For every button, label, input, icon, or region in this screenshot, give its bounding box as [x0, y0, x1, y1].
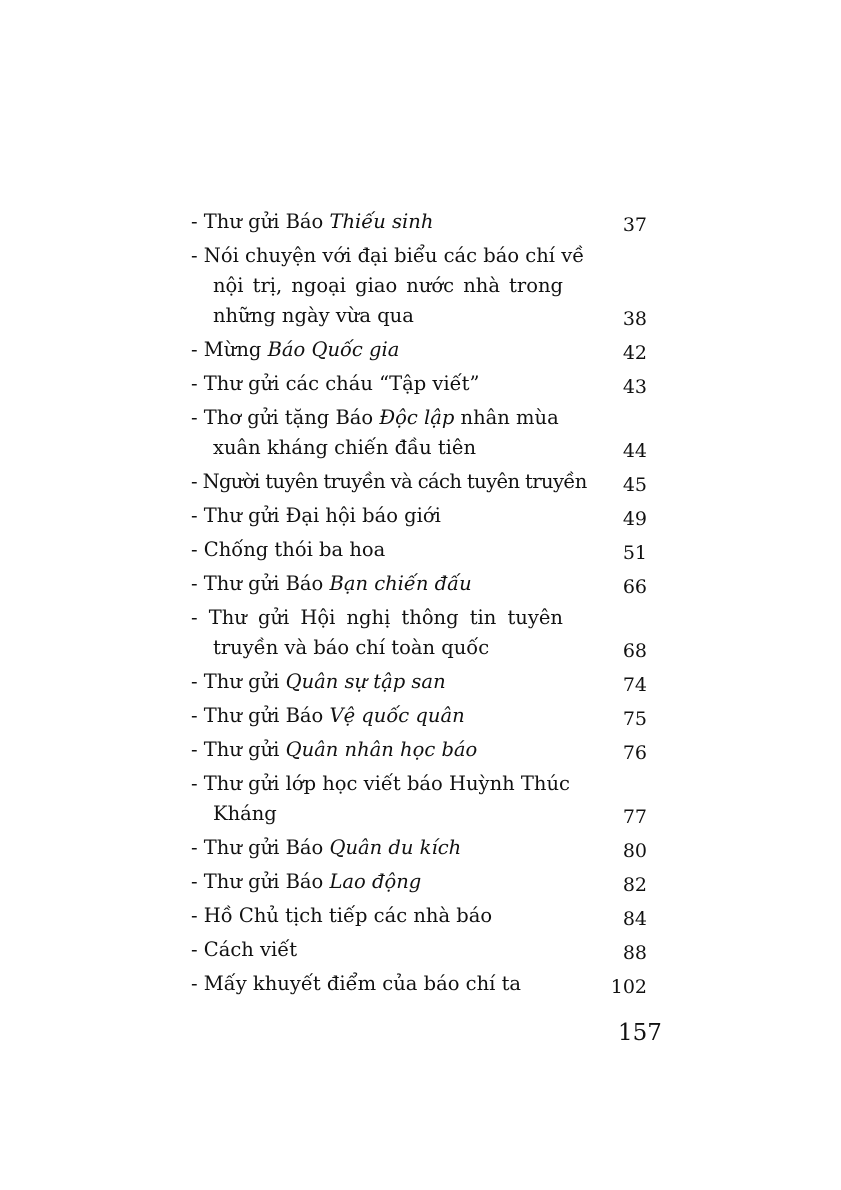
- toc-entry-title: - Thư gửi Quân sự tập san: [191, 670, 446, 693]
- toc-entry-title: - Thư gửi lớp học viết báo Huỳnh Thúc: [191, 772, 570, 795]
- toc-page-number: 77: [622, 806, 647, 828]
- toc-page-number: 49: [622, 508, 647, 530]
- toc-entry-title: - Cách viết: [191, 938, 298, 961]
- toc-entry-title: - Thư gửi Quân nhân học báo: [191, 738, 478, 761]
- toc-entry: [191, 701, 651, 731]
- page-number: 157: [618, 1020, 662, 1046]
- toc-entry-title-continued: Kháng: [213, 802, 277, 825]
- toc-entry-title: - Mừng Báo Quốc gia: [191, 338, 400, 361]
- toc-entry: [191, 667, 651, 697]
- toc-page-number: 102: [610, 976, 647, 998]
- toc-entry: [191, 369, 651, 399]
- toc-page-number: 80: [622, 840, 647, 862]
- toc-entry: [191, 735, 651, 765]
- toc-entry-title-continued: những ngày vừa qua: [213, 304, 414, 327]
- toc-page-number: 76: [622, 742, 647, 764]
- toc-page-number: 51: [622, 542, 647, 564]
- toc-entry-title: - Thư gửi Báo Quân du kích: [191, 836, 462, 859]
- toc-entry: [191, 403, 651, 463]
- toc-entry: [191, 241, 651, 331]
- toc-page-number: 84: [622, 908, 647, 930]
- toc-entry-title: - Chống thói ba hoa: [191, 538, 386, 561]
- toc-page-number: 42: [622, 342, 647, 364]
- toc-entry-title: - Thư gửi Báo Lao động: [191, 870, 422, 893]
- toc-entry-title: - Thư gửi các cháu “Tập viết”: [191, 372, 480, 395]
- toc-entry: [191, 501, 651, 531]
- toc-entry: [191, 935, 651, 965]
- toc-entry-title: - Người tuyên truyền và cách tuyên truyền: [191, 470, 587, 493]
- toc-page-number: 68: [622, 640, 647, 662]
- toc-page-number: 43: [622, 376, 647, 398]
- toc-entry-title: - Thư gửi Hội nghị thông tin tuyên: [191, 606, 563, 629]
- toc-entry-title-continued: xuân kháng chiến đầu tiên: [213, 436, 477, 459]
- toc-entry: [191, 867, 651, 897]
- toc-entry-title: - Thư gửi Báo Thiếu sinh: [191, 210, 434, 233]
- toc-entry: [191, 569, 651, 599]
- toc-entry-title: - Nói chuyện với đại biểu các báo chí về: [191, 244, 585, 267]
- toc-entry-title: - Mấy khuyết điểm của báo chí ta: [191, 972, 522, 995]
- toc-entry-title: - Thơ gửi tặng Báo Độc lập nhân mùa: [191, 406, 559, 429]
- toc-page-number: 38: [622, 308, 647, 330]
- toc-page-number: 44: [622, 440, 647, 462]
- toc-page-number: 66: [622, 576, 647, 598]
- toc-entry: [191, 207, 651, 237]
- toc-entry: [191, 535, 651, 565]
- toc-entry-title: - Hồ Chủ tịch tiếp các nhà báo: [191, 904, 493, 927]
- toc-entry: [191, 901, 651, 931]
- toc-entry: [191, 467, 651, 497]
- toc-page-number: 37: [622, 214, 647, 236]
- toc-entry: [191, 603, 651, 663]
- toc-page-number: 75: [622, 708, 647, 730]
- toc-page-number: 45: [622, 474, 647, 496]
- toc-entry-title: - Thư gửi Báo Bạn chiến đấu: [191, 572, 472, 595]
- toc-entry: [191, 335, 651, 365]
- toc-page-number: 88: [622, 942, 647, 964]
- toc-entry: [191, 969, 651, 999]
- toc-entry-title-continued: truyền và báo chí toàn quốc: [213, 636, 490, 659]
- toc-entry-title: - Thư gửi Đại hội báo giới: [191, 504, 441, 527]
- toc-page-number: 74: [622, 674, 647, 696]
- toc-page-number: 82: [622, 874, 647, 896]
- toc-entry-title: - Thư gửi Báo Vệ quốc quân: [191, 704, 465, 727]
- toc-entry-title-continued: nội trị, ngoại giao nước nhà trong: [213, 274, 563, 297]
- table-of-contents: [191, 207, 651, 1003]
- toc-entry: [191, 769, 651, 829]
- toc-entry: [191, 833, 651, 863]
